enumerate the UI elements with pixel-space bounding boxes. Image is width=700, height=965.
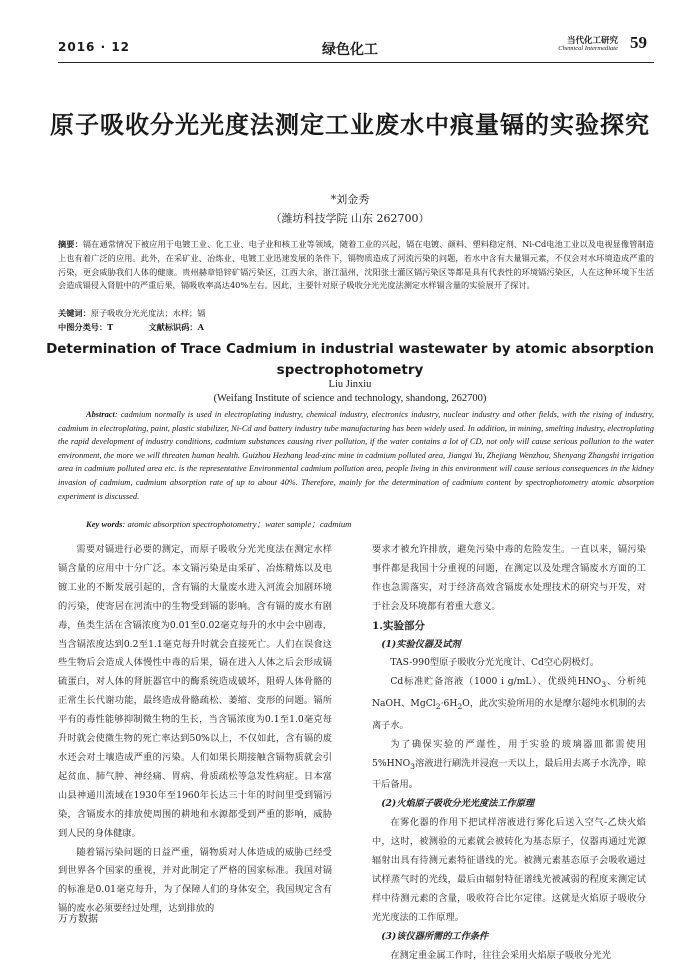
doc-code-value: A — [197, 322, 204, 332]
paper-title-en: Determination of Trace Cadmium in industrial wastewater by atomic absorption spectrophotometry — [46, 341, 654, 378]
subscript: 2 — [457, 701, 463, 711]
body-paragraph: 在测定重金属工作时，往往会采用火焰原子吸收分光光 — [390, 949, 611, 961]
paper-title-cn: 原子吸收分光光度法测定工业废水中痕量镉的实验探究 — [50, 110, 650, 139]
journal-section-title: 绿色化工 — [322, 42, 378, 58]
author-en: Liu Jinxiu — [328, 379, 372, 390]
journal-brand-cn: 当代化工研究 — [566, 36, 618, 46]
header-divider — [58, 62, 654, 63]
author-cn: *刘金秀 — [330, 193, 370, 206]
subscript: 3 — [410, 761, 416, 771]
abstract-en-text: : cadmium normally is used in electroplating industry, chemical industry, electronics industry, nuclear industry and other fields, with the rising of industry, cadmium in electroplating, paint, plastic stabilizer, Ni-Cd and battery industry tube manufacturing has been widely used. In addition, in mining, smelting industry, electroplating the rapid development of industry conditions, cadmium substances causing river pollution, if the water contains a lot of CD, not only will cause serious pollution to the water environment, the more we will threaten human health. Guizhou Hezhang lead-zinc mine in cadmium polluted area, Jiangxi Yu, Zhejiang Wenzhou, Shenyang Zhangshi irrigation area in cadmium polluted area etc. is the representative Environmental cadmium pollution area, people living in this environment will cause serious consequences in the kidney invasion of cadmium, cadmium absorption rate of up to about 40%. Therefore, mainly for the determination of cadmium content by spectrophotometry atomic absorption experiment is discussed. — [58, 410, 654, 501]
issue-label: 2016 · 12 — [58, 40, 131, 54]
abstract-cn-text: 镉在通常情况下被应用于电镀工业、化工业、电子业和核工业等领域，随着工业的兴起，镉在电镀、颜料、塑料稳定剂、Ni-Cd电池工业以及电视显像管制造上也有着广泛的应用。此外，在采矿业、冶炼业、电镀工业迅速发展的条件下，镉物质造成了河流污染的问题，若水中含有大量镉元素，不仅会对水环境造成严重的污染，更会威胁我们人体的健康。贵州赫章铅锌矿镉污染区，江西大余，浙江温州，沈阳张士灌区镉污染区等都是具有代表性的环境镉污染区，人在这种环境下生活会造成镉侵入肾脏中的严重后果，镉吸收率高达40%左右。因此，主要针对原子吸收分光光度法测定水样镉含量的实验展开了探讨。 — [58, 239, 654, 291]
keywords-en — [86, 518, 351, 530]
subsection-heading-conditions: (3)该仪器所需的工作条件 — [381, 930, 489, 942]
glassware-text-a: 为了确保实验的严谨性，用于实验的玻璃器皿都需使用5%HNO — [372, 738, 646, 769]
section-heading-experiment: 1.实验部分 — [372, 619, 425, 632]
clc-label: 中图分类号： — [58, 322, 108, 332]
affiliation-cn: （潍坊科技学院 山东 262700） — [270, 212, 430, 225]
body-paragraph: 随着镉污染问题的日益严重，镉物质对人体造成的威胁已经受到世界各个国家的重视，并对此制定了严格的国家标准。我国对镉的标准是0.01毫克每升，为了保障人们的身体安全，我国规定含有镉的废水必须要经过处理，达到排放的 — [58, 846, 332, 915]
keywords-en-label: Key words — [86, 519, 123, 529]
keywords-en-text: : atomic absorption spectrophotometry；water sample；cadmium — [122, 519, 352, 529]
abstract-cn — [58, 238, 654, 293]
body-paragraph: TAS-990型原子吸收分光光度计、Cd空心阴极灯。 — [390, 657, 600, 669]
subscript: 3 — [601, 680, 607, 690]
reagents-text-b: 、分析纯NaOH、MgCl — [372, 676, 646, 710]
reagents-text-a: Cd标准贮备溶液（1000 i g/mL）、优级纯HNO — [390, 676, 602, 688]
abstract-cn-label: 摘要： — [58, 239, 83, 249]
abstract-en — [58, 408, 654, 503]
footer-watermark: 万方数据 — [58, 914, 98, 925]
keywords-cn-label: 关键词： — [58, 308, 91, 318]
body-column-right — [372, 541, 646, 965]
body-paragraph-continued: 要求才被允许排放，避免污染中毒的危险发生。一直以来，镉污染事件都是我国十分重视的问题，在测定以及处理含镉废水方面的工作也急需落实，对于经济高效含镉废水处理技术的研究与开发，对于社会及环境都有着重大意义。 — [372, 544, 646, 612]
subsection-heading-instruments: (1)实验仪器及试剂 — [381, 638, 461, 650]
body-paragraph: 需要对镉进行必要的测定，而原子吸收分光光度法在测定水样镉含量的应用中十分广泛。本文镉污染是由采矿、冶炼精炼以及电镀工业的不断发展引起的，含有镉的大量废水进入河流会加剧环境的污染，使寄居在河流中的生物受到镉的影响。含有镉的废水有剧毒，鱼类生活在含镉浓度为0.01至0.02毫克每升的水中会中剧毒，当含镉浓度达到0.2至1.1毫克每升时就会直接死亡。人们在误食这些生物后会造成人体慢性中毒的后果，镉在进入人体之后会形成镉硫蛋白，对人体的肾脏器官中的酶系统造成破坏，阻碍人体骨骼的正常生长代谢功能，最终造成骨骼疏松、萎缩、变形的问题。镉所平有的毒性能够抑制微生物的生长，当含镉浓度为0.1至1.0毫克每升时就会使微生物的死亡率达到50%以上，不仅如此，含有镉的废水还会对土壤造成严重的污染。人们如果长期接触含镉物质就会引起贫血、肺气肿、神经痛、胃病、骨质疏松等急发性病症。日本富山县神通川流域在1930年至1960年长达三十年的时间里受到镉污染，含镉废水的排放使周围的耕地和水源都受到严重的影响，威胁到人民的身体健康。 — [58, 544, 332, 839]
clc-value: T — [107, 322, 114, 332]
classification-line — [58, 321, 204, 334]
abstract-en-label: Abstract — [86, 410, 115, 419]
body-paragraph-glassware — [372, 736, 646, 796]
keywords-cn-text: 原子吸收分光光度法；水样；镉 — [90, 308, 206, 318]
subscript: 2 — [435, 701, 441, 711]
journal-brand — [558, 37, 618, 53]
reagents-text-d: O，此次实验所用的水是摩尔超纯水机制的去离子水。 — [372, 698, 646, 731]
affiliation-en: (Weifang Institute of science and technology, shandong, 262700) — [213, 393, 487, 404]
body-column-left — [58, 541, 332, 919]
journal-brand-en: Chemical Intermediate — [558, 44, 618, 52]
reagents-text-c: ·6H — [440, 698, 458, 710]
body-paragraph: 在雾化器的作用下把试样溶液进行雾化后送入空气-乙炔火焰中，这时，被测验的元素就会被转化为基态原子，仪器再通过光源辐射出具有待测元素特征谱线的光。被测元素基态原子会吸收通过试样蒸气时的光线，最后由辐射特征谱线光被减弱的程度来测定试样中待测元素的含量，吸收符合比尔定律。这就是火焰原子吸收分光光度法的工作原理。 — [372, 817, 646, 923]
body-paragraph-reagents — [372, 673, 646, 735]
keywords-cn — [58, 307, 205, 320]
doc-code-label: 文献标识码： — [148, 322, 198, 332]
glassware-text-b: 溶液进行刷洗并浸泡一天以上，最后用去离子水洗净，晾干后备用。 — [372, 757, 646, 791]
subsection-heading-principle: (2)火焰原子吸收分光光度法工作原理 — [381, 798, 535, 810]
page-number: 59 — [630, 33, 647, 52]
